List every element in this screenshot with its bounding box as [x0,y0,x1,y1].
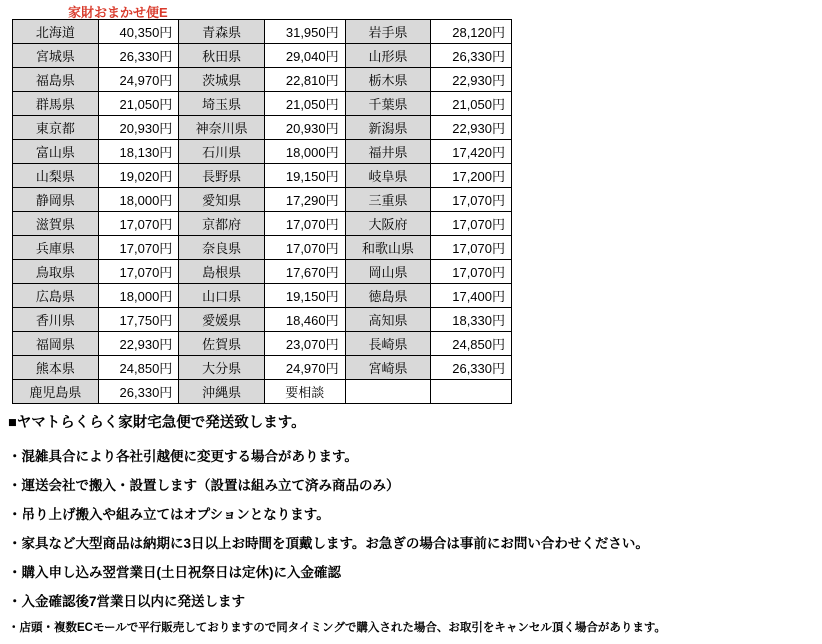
prefecture-cell: 宮城県 [13,44,99,68]
price-cell: 17,070円 [98,212,179,236]
price-cell: 21,050円 [264,92,345,116]
price-cell: 22,930円 [431,68,512,92]
price-cell: 21,050円 [98,92,179,116]
prefecture-cell: 兵庫県 [13,236,99,260]
price-cell: 17,070円 [264,212,345,236]
price-cell: 17,070円 [264,236,345,260]
price-cell: 17,070円 [431,188,512,212]
prefecture-cell: 大阪府 [345,212,431,236]
prefecture-cell: 山梨県 [13,164,99,188]
price-cell: 17,670円 [264,260,345,284]
prefecture-cell: 山口県 [179,284,265,308]
price-cell: 18,460円 [264,308,345,332]
table-row [13,236,512,260]
price-cell: 17,200円 [431,164,512,188]
prefecture-cell: 埼玉県 [179,92,265,116]
prefecture-cell: 宮崎県 [345,356,431,380]
prefecture-cell: 奈良県 [179,236,265,260]
price-cell: 21,050円 [431,92,512,116]
price-cell: 28,120円 [431,20,512,44]
price-cell: 17,070円 [98,236,179,260]
price-cell: 18,000円 [98,284,179,308]
prefecture-cell: 和歌山県 [345,236,431,260]
price-cell: 40,350円 [98,20,179,44]
table-row [13,284,512,308]
prefecture-cell: 鳥取県 [13,260,99,284]
prefecture-cell: 佐賀県 [179,332,265,356]
prefecture-cell: 福島県 [13,68,99,92]
price-cell: 17,070円 [98,260,179,284]
price-cell: 18,130円 [98,140,179,164]
price-cell: 26,330円 [431,44,512,68]
table-row [13,356,512,380]
prefecture-cell: 神奈川県 [179,116,265,140]
price-cell: 17,750円 [98,308,179,332]
prefecture-cell: 沖縄県 [179,380,265,404]
notes-heading: ■ヤマトらくらく家財宅急便で発送致します。 [8,415,306,431]
price-cell: 26,330円 [98,380,179,404]
prefecture-cell: 富山県 [13,140,99,164]
note-line: ・購入申し込み翌営業日(土日祝祭日は定休)に入金確認 [8,565,341,580]
price-cell: 24,970円 [264,356,345,380]
note-line: ・家具など大型商品は納期に3日以上お時間を頂戴します。お急ぎの場合は事前にお問い合わせください。 [8,536,649,551]
prefecture-cell: 岩手県 [345,20,431,44]
price-cell: 17,400円 [431,284,512,308]
prefecture-cell: 北海道 [13,20,99,44]
prefecture-cell: 千葉県 [345,92,431,116]
prefecture-cell: 愛媛県 [179,308,265,332]
prefecture-cell: 三重県 [345,188,431,212]
prefecture-cell: 島根県 [179,260,265,284]
prefecture-cell: 広島県 [13,284,99,308]
prefecture-cell: 新潟県 [345,116,431,140]
price-cell: 22,810円 [264,68,345,92]
notes-section [8,411,808,644]
table-row [13,332,512,356]
price-cell: 18,330円 [431,308,512,332]
prefecture-cell: 長崎県 [345,332,431,356]
prefecture-cell: 香川県 [13,308,99,332]
prefecture-cell: 福井県 [345,140,431,164]
prefecture-cell: 滋賀県 [13,212,99,236]
price-cell: 18,000円 [264,140,345,164]
price-cell: 24,970円 [98,68,179,92]
price-cell: 要相談 [264,380,345,404]
table-row [13,116,512,140]
price-cell: 19,150円 [264,164,345,188]
prefecture-cell: 岡山県 [345,260,431,284]
prefecture-cell: 群馬県 [13,92,99,116]
prefecture-cell: 茨城県 [179,68,265,92]
table-row [13,140,512,164]
prefecture-cell: 京都府 [179,212,265,236]
prefecture-cell: 静岡県 [13,188,99,212]
price-cell: 17,070円 [431,236,512,260]
price-cell: 22,930円 [431,116,512,140]
price-cell: 19,150円 [264,284,345,308]
prefecture-cell: 福岡県 [13,332,99,356]
prefecture-cell: 熊本県 [13,356,99,380]
prefecture-cell: 高知県 [345,308,431,332]
price-cell: 17,290円 [264,188,345,212]
prefecture-cell: 大分県 [179,356,265,380]
price-cell: 31,950円 [264,20,345,44]
note-line: ・運送会社で搬入・設置します（設置は組み立て済み商品のみ） [8,478,400,493]
shipping-price-table [12,19,512,404]
price-cell: 17,070円 [431,212,512,236]
note-line-small: ・店頭・複数ECモールで平行販売しておりますので同タイミングで購入された場合、お取引をキャンセル頂く場合があります。 [8,622,666,634]
table-row [13,68,512,92]
prefecture-cell: 愛知県 [179,188,265,212]
price-cell: 19,020円 [98,164,179,188]
price-cell: 23,070円 [264,332,345,356]
price-cell: 24,850円 [98,356,179,380]
page-title: 家財おまかせ便E [68,5,168,20]
table-row [13,164,512,188]
price-cell: 20,930円 [264,116,345,140]
table-row [13,92,512,116]
table-body [13,20,512,404]
prefecture-cell: 秋田県 [179,44,265,68]
table-row [13,20,512,44]
prefecture-cell: 岐阜県 [345,164,431,188]
table-row [13,260,512,284]
price-cell: 20,930円 [98,116,179,140]
table-row [13,308,512,332]
price-cell: 26,330円 [431,356,512,380]
prefecture-cell: 徳島県 [345,284,431,308]
prefecture-cell: 東京都 [13,116,99,140]
prefecture-cell: 栃木県 [345,68,431,92]
table-row [13,380,512,404]
price-cell: 17,420円 [431,140,512,164]
note-line: ・混雑具合により各社引越便に変更する場合があります。 [8,449,358,464]
price-cell: 18,000円 [98,188,179,212]
empty-cell [345,380,431,404]
note-line: ・入金確認後7営業日以内に発送します [8,594,246,609]
prefecture-cell: 石川県 [179,140,265,164]
price-cell: 29,040円 [264,44,345,68]
price-cell: 26,330円 [98,44,179,68]
table-row [13,188,512,212]
prefecture-cell: 長野県 [179,164,265,188]
table-row [13,212,512,236]
empty-cell [431,380,512,404]
prefecture-cell: 青森県 [179,20,265,44]
note-line: ・吊り上げ搬入や組み立てはオプションとなります。 [8,507,330,522]
prefecture-cell: 鹿児島県 [13,380,99,404]
prefecture-cell: 山形県 [345,44,431,68]
price-cell: 22,930円 [98,332,179,356]
price-cell: 17,070円 [431,260,512,284]
table-row [13,44,512,68]
price-cell: 24,850円 [431,332,512,356]
